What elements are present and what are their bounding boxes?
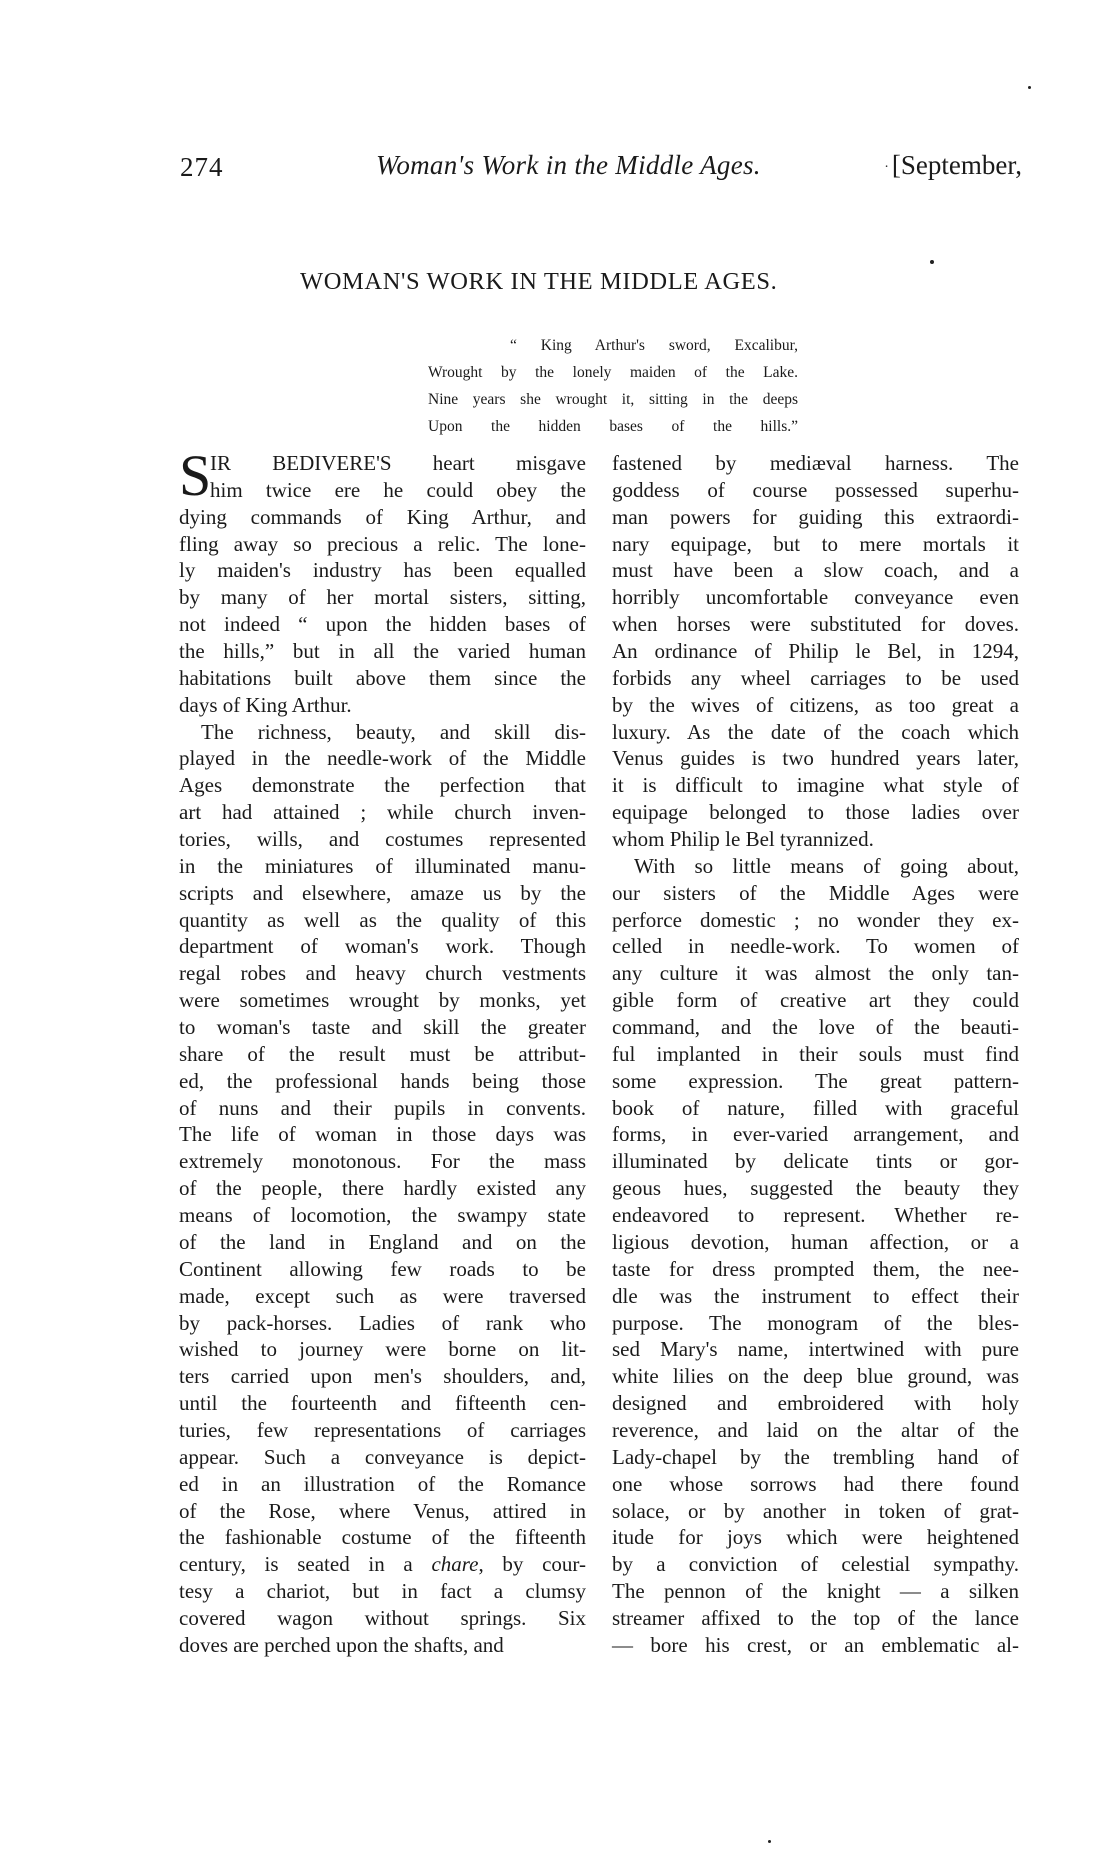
text-line: him twice ere he could obey the [210,477,586,502]
text-line: — bore his crest, or an emblematic al- [612,1632,1019,1657]
text-line: geous hues, suggested the beauty they [612,1176,1019,1201]
text-line: Ages demonstrate the perfection that [179,773,586,798]
text-line: by pack-horses. Ladies of rank who [179,1310,586,1335]
text-line: made, except such as were traversed [179,1283,586,1308]
text-line: one whose sorrows had there found [612,1471,1019,1496]
text-line: gible form of creative art they could [612,988,1019,1013]
text-line: of nuns and their pupils in convents. [179,1095,586,1120]
text-line: not indeed “ upon the hidden bases of [179,612,586,637]
text-line: in the miniatures of illuminated manu- [179,853,586,878]
text-line: of the land in England and on the [179,1229,586,1254]
article-title: WOMAN'S WORK IN THE MIDDLE AGES. [300,268,778,295]
text-line: perforce domestic ; no wonder they ex- [612,907,1019,932]
text-line: designed and embroidered with holy [612,1391,1019,1416]
text-line: our sisters of the Middle Ages were [612,880,1019,905]
scan-speck [1028,86,1031,89]
text-line: tesy a chariot, but in fact a clumsy [179,1579,586,1604]
text-line: any culture it was almost the only tan- [612,961,1019,986]
text-line: scripts and elsewhere, amaze us by the [179,880,586,905]
epigraph-line: Nine years she wrought it, sitting in the deeps [428,390,798,408]
text-line: An ordinance of Philip le Bel, in 1294, [612,639,1019,664]
text-line: The life of woman in those days was [179,1122,586,1147]
text-line: by many of her mortal sisters, sitting, [179,585,586,610]
text-line: goddess of course possessed superhu- [612,477,1019,502]
text-line: illuminated by delicate tints or gor- [612,1149,1019,1174]
text-line: art had attained ; while church inven- [179,800,586,825]
text-line: equipage belonged to those ladies over [612,800,1019,825]
text-line: regal robes and heavy church vestments [179,961,586,986]
text-line: ligious devotion, human affection, or a [612,1229,1019,1254]
text-line: solace, or by another in token of grat- [612,1498,1019,1523]
italic-word: chare [431,1552,479,1577]
text-line: endeavored to represent. Whether re- [612,1203,1019,1228]
text-line: itude for joys which were heightened [612,1525,1019,1550]
drop-cap: S [179,443,212,508]
left-text-column [179,443,586,1659]
text-line: streamer affixed to the top of the lance [612,1605,1019,1630]
text-line: forbids any wheel carriages to be used [612,665,1019,690]
text-line: means of locomotion, the swampy state [179,1203,586,1228]
text-line: celled in needle-work. To women of [612,934,1019,959]
text-line: With so little means of going about, [634,853,1019,878]
text-line: purpose. The monogram of the bles- [612,1310,1019,1335]
epigraph-line: Wrought by the lonely maiden of the Lake. [428,363,798,381]
right-text-column [612,450,1019,1659]
issue-month [872,150,1022,181]
text-line: sed Mary's name, intertwined with pure [612,1337,1019,1362]
text-line: Continent allowing few roads to be [179,1256,586,1281]
text-line: The richness, beauty, and skill dis- [201,719,586,744]
text-line: wished to journey were borne on lit- [179,1337,586,1362]
scan-speck [930,260,934,264]
epigraph [428,336,798,443]
text-line: The pennon of the knight — a silken [612,1579,1019,1604]
running-title: Woman's Work in the Middle Ages. [376,150,761,180]
text-line: dle was the instrument to effect their [612,1283,1019,1308]
text-line: ful implanted in their souls must find [612,1041,1019,1066]
text-line: reverence, and laid on the altar of the [612,1417,1019,1442]
epigraph-line: Upon the hidden bases of the hills.” [428,417,798,435]
page-number: 274 [180,152,224,182]
text-line: fastened by mediæval harness. The [612,451,1019,475]
text-line: it is difficult to imagine what style of [612,773,1019,798]
text-line: played in the needle-work of the Middle [179,746,586,771]
text-line: taste for dress prompted them, the nee- [612,1256,1019,1281]
text-line: days of King Arthur. [179,692,352,717]
text-line: command, and the love of the beauti- [612,1015,1019,1040]
text-line: book of nature, filled with graceful [612,1095,1019,1120]
text-line: tories, wills, and costumes represented [179,827,586,852]
text-line: quantity as well as the quality of this [179,907,586,932]
text-line: whom Philip le Bel tyrannized. [612,827,874,852]
text-line: of the Rose, where Venus, attired in [179,1498,586,1523]
text-line: until the fourteenth and fifteenth cen- [179,1391,586,1416]
text-line: man powers for guiding this extraordi- [612,504,1019,529]
text-line: the fashionable costume of the fifteenth [179,1525,586,1550]
text-line: dying commands of King Arthur, and [179,504,586,529]
text-line: ters carried upon men's shoulders, and, [179,1364,586,1389]
text-line: ly maiden's industry has been equalled [179,558,586,583]
text-line: by a conviction of celestial sympathy. [612,1552,1019,1577]
text-line: horribly uncomfortable conveyance even [612,585,1019,610]
issue-month-text: [September, [891,150,1022,180]
text-line: IR BEDIVERE'S heart misgave [210,451,586,475]
text-line: Venus guides is two hundred years later, [612,746,1019,771]
scan-speck [768,1840,771,1843]
text-line: appear. Such a conveyance is depict- [179,1444,586,1469]
text-line: century, is seated in a chare, by cour- [179,1552,586,1577]
text-line: ed in an illustration of the Romance [179,1471,586,1496]
text-line: to woman's taste and skill the greater [179,1015,586,1040]
text-line: forms, in ever-varied arrangement, and [612,1122,1019,1147]
text-line: by the wives of citizens, as too great a [612,692,1019,717]
text-line: ed, the professional hands being those [179,1068,586,1093]
text-line: turies, few representations of carriages [179,1417,586,1442]
text-line: fling away so precious a relic. The lone- [179,531,586,556]
text-line: the hills,” but in all the varied human [179,639,586,664]
text-line: covered wagon without springs. Six [179,1605,586,1630]
text-line: when horses were substituted for doves. [612,612,1019,637]
printer-dot: · [884,159,889,175]
text-line: extremely monotonous. For the mass [179,1149,586,1174]
text-line: department of woman's work. Though [179,934,586,959]
text-line: luxury. As the date of the coach which [612,719,1019,744]
epigraph-line: “ King Arthur's sword, Excalibur, [510,337,798,354]
text-line: white lilies on the deep blue ground, was [612,1364,1019,1389]
text-line: of the people, there hardly existed any [179,1176,586,1201]
text-line: share of the result must be attribut- [179,1041,586,1066]
text-line: some expression. The great pattern- [612,1068,1019,1093]
text-line: must have been a slow coach, and a [612,558,1019,583]
text-line: were sometimes wrought by monks, yet [179,988,586,1013]
text-line: Lady-chapel by the trembling hand of [612,1444,1019,1469]
text-line: nary equipage, but to mere mortals it [612,531,1019,556]
text-line: habitations built above them since the [179,665,586,690]
text-line: doves are perched upon the shafts, and [179,1632,504,1657]
